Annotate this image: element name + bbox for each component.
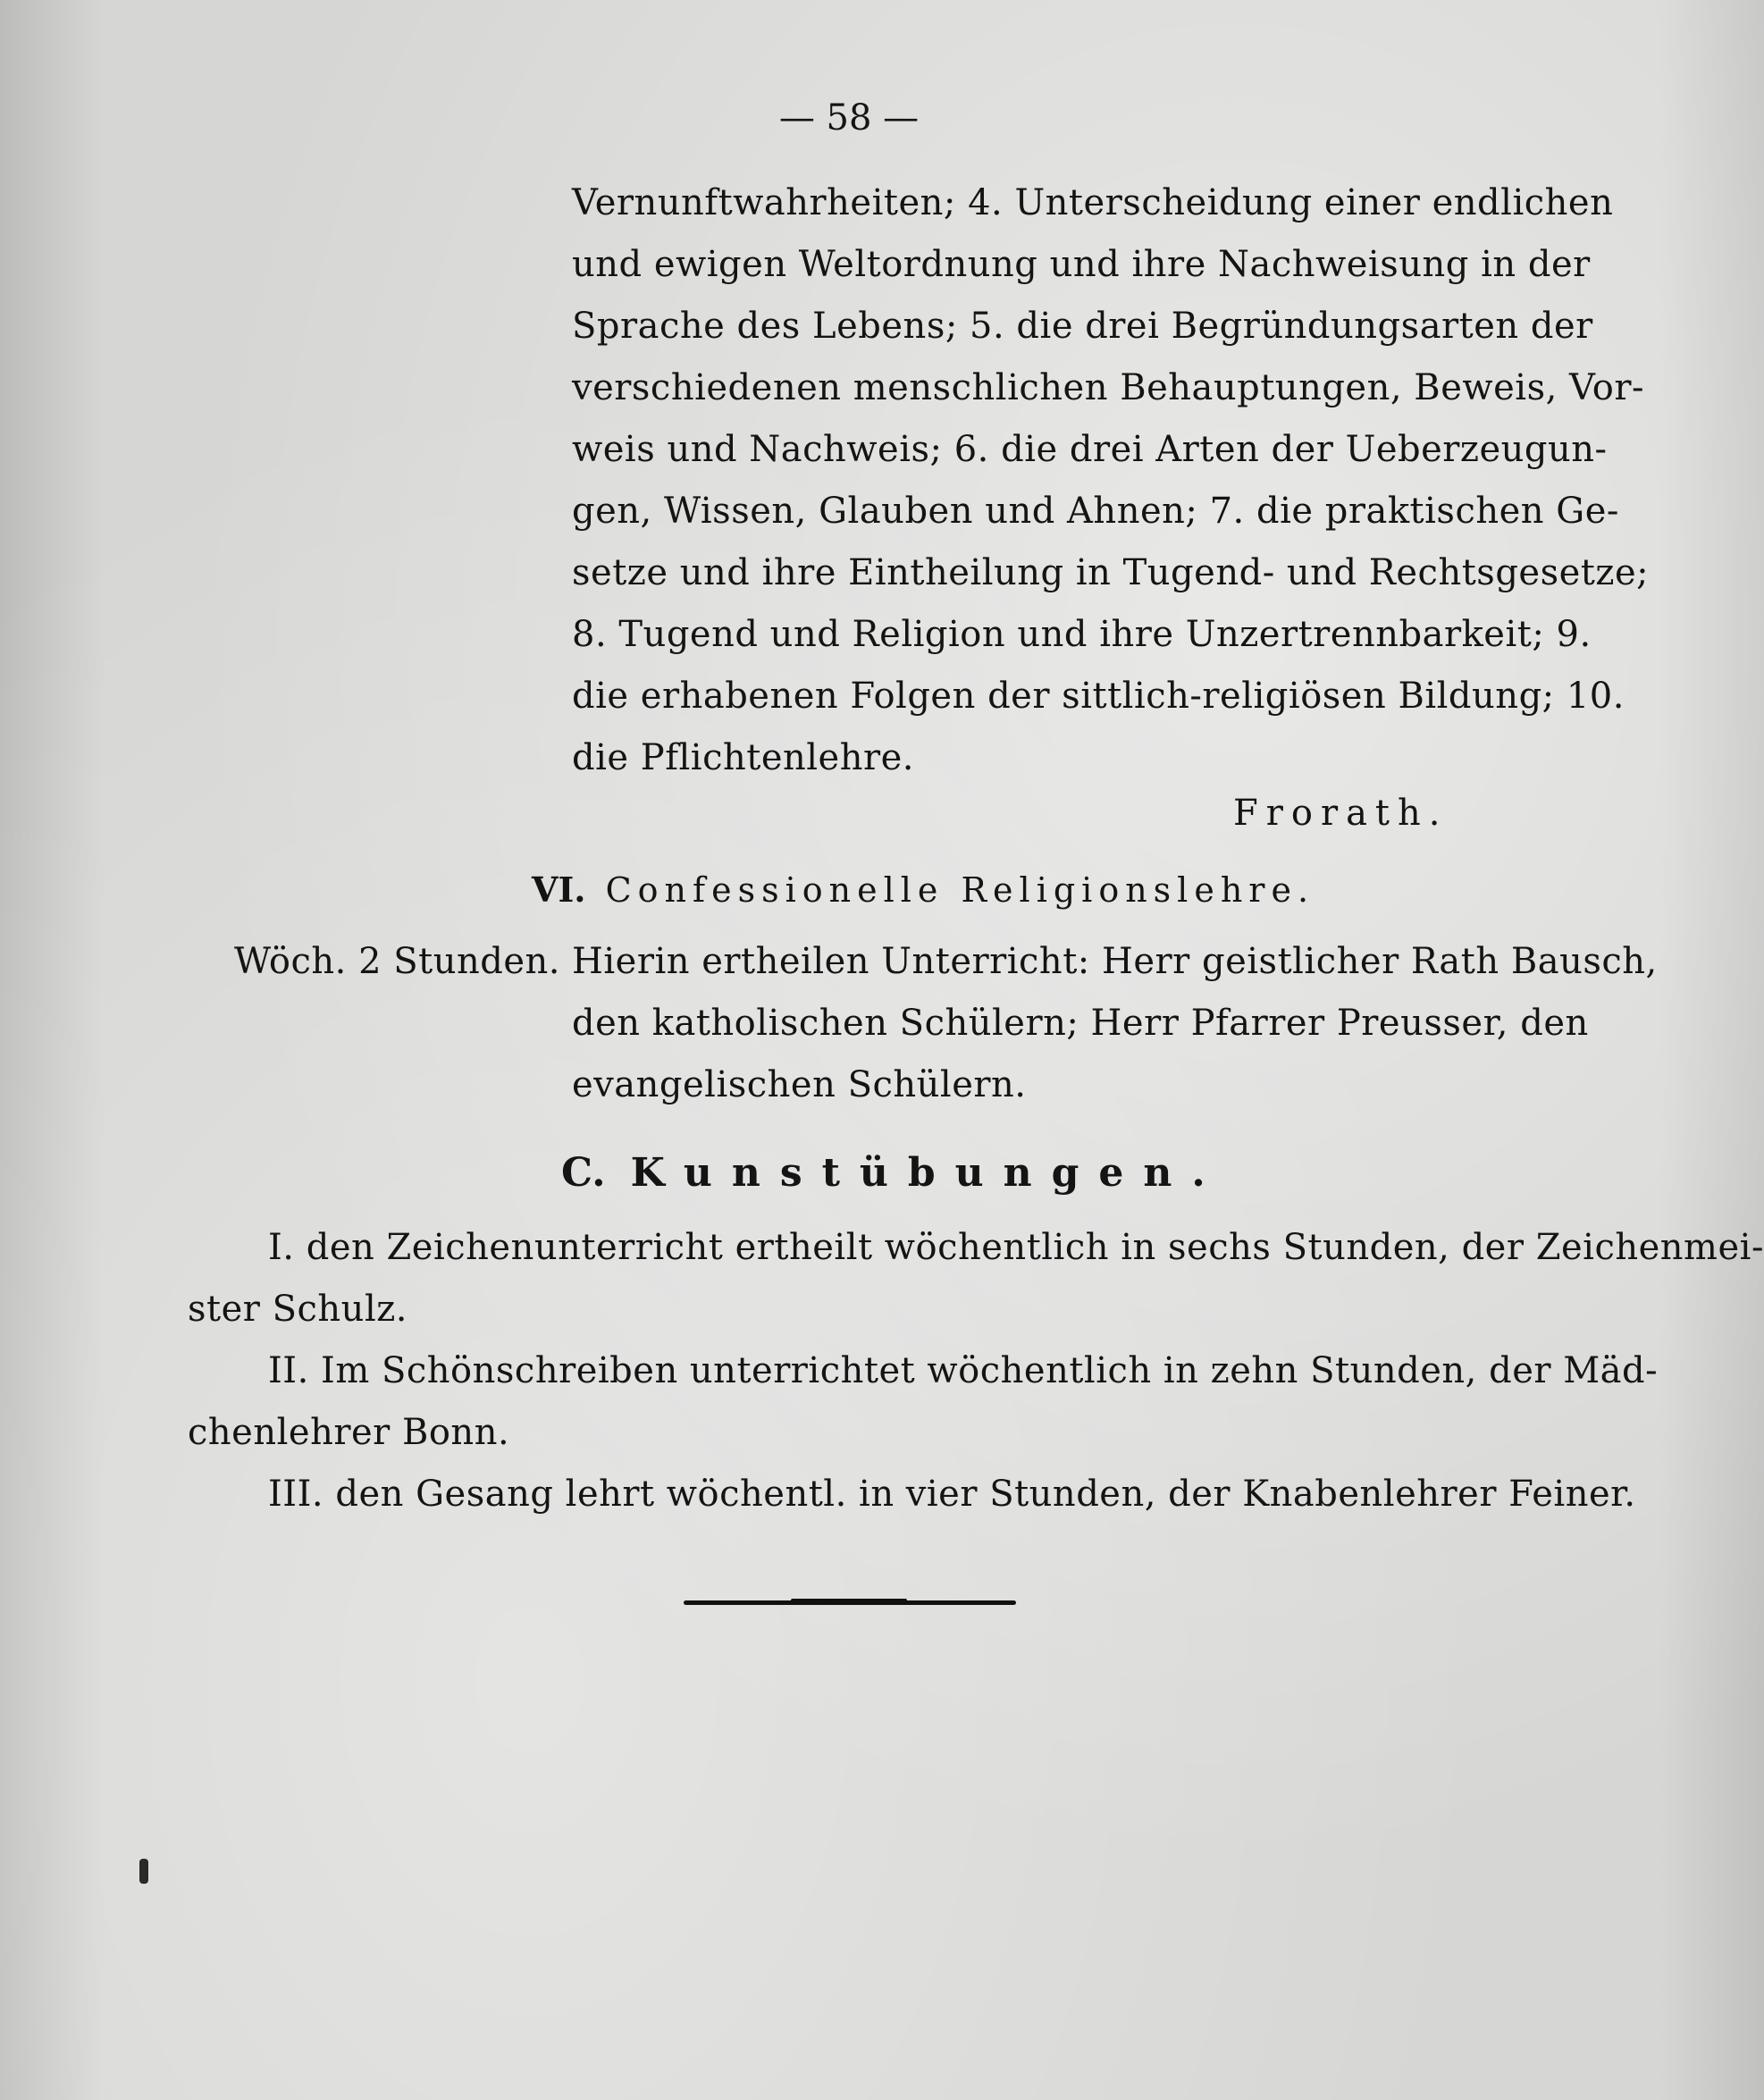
section-c-item-text: III. den Gesang lehrt wöchentl. in vier Stunden, der Knabenlehrer Feiner. <box>268 1474 1636 1515</box>
body-line <box>572 551 1650 594</box>
section-vi-numeral: VI. <box>532 869 586 910</box>
section-vi-line-text: Hierin ertheilen Unterricht: Herr geistlicher Rath Bausch, <box>572 941 1658 982</box>
section-vi-title: Confessionelle Religionslehre. <box>605 870 1315 910</box>
section-c-item-line <box>188 1288 407 1331</box>
ink-smudge <box>139 1859 148 1884</box>
body-line <box>572 613 1592 656</box>
body-line <box>572 490 1619 533</box>
body-line <box>572 181 1614 224</box>
page-number: — 58 — <box>778 97 920 139</box>
section-c-item-text: I. den Zeichenunterricht ertheilt wöchentlich in sechs Stunden, der Zeichenmei- <box>268 1227 1764 1268</box>
body-line-text: die Pflichtenlehre. <box>572 737 914 778</box>
section-vi-line <box>572 940 1658 983</box>
body-line-text: setze und ihre Eintheilung in Tugend- und Rechtsgesetze; <box>572 552 1650 593</box>
body-line <box>572 428 1608 471</box>
section-c-item-line <box>268 1349 1659 1392</box>
section-vi-heading <box>532 869 1315 911</box>
body-line-text: Vernunftwahrheiten; 4. Unterscheidung einer endlichen <box>572 182 1614 223</box>
body-line-text: die erhabenen Folgen der sittlich-religiösen Bildung; 10. <box>572 676 1625 717</box>
signature: Frorath. <box>1233 793 1449 834</box>
closing-rule <box>684 1600 1016 1605</box>
section-c-letter: C. <box>561 1150 606 1196</box>
body-line-text: Sprache des Lebens; 5. die drei Begründungsarten der <box>572 306 1593 347</box>
section-vi-hours: Wöch. 2 Stunden. <box>234 941 560 982</box>
body-line-text: gen, Wissen, Glauben und Ahnen; 7. die praktischen Ge- <box>572 491 1619 532</box>
section-c-heading <box>561 1150 1225 1197</box>
section-vi-line <box>572 1063 1026 1106</box>
body-line <box>572 675 1625 718</box>
body-line-text: weis und Nachweis; 6. die drei Arten der Ueberzeugun- <box>572 429 1608 470</box>
body-line-text: und ewigen Weltordnung und ihre Nachweisung in der <box>572 244 1591 285</box>
section-vi-line <box>572 1002 1589 1045</box>
section-c-item-line <box>268 1226 1764 1269</box>
section-c-title: Kunstübungen. <box>630 1150 1225 1196</box>
body-line <box>572 243 1591 286</box>
body-line <box>572 736 914 779</box>
section-vi-line-text: evangelischen Schülern. <box>572 1064 1027 1105</box>
section-c-item-line <box>188 1411 509 1454</box>
section-c-item-text: ster Schulz. <box>188 1289 408 1330</box>
body-line <box>572 366 1644 409</box>
body-line-text: verschiedenen menschlichen Behauptungen, Beweis, Vor- <box>572 367 1644 408</box>
section-c-item-text: chenlehrer Bonn. <box>188 1412 510 1453</box>
section-vi-line-text: den katholischen Schülern; Herr Pfarrer Preusser, den <box>572 1003 1589 1044</box>
body-line-text: 8. Tugend und Religion und ihre Unzertrennbarkeit; 9. <box>572 614 1592 655</box>
section-c-item-line <box>268 1473 1636 1516</box>
section-c-item-text: II. Im Schönschreiben unterrichtet wöchentlich in zehn Stunden, der Mäd- <box>268 1350 1659 1391</box>
body-line <box>572 305 1593 348</box>
